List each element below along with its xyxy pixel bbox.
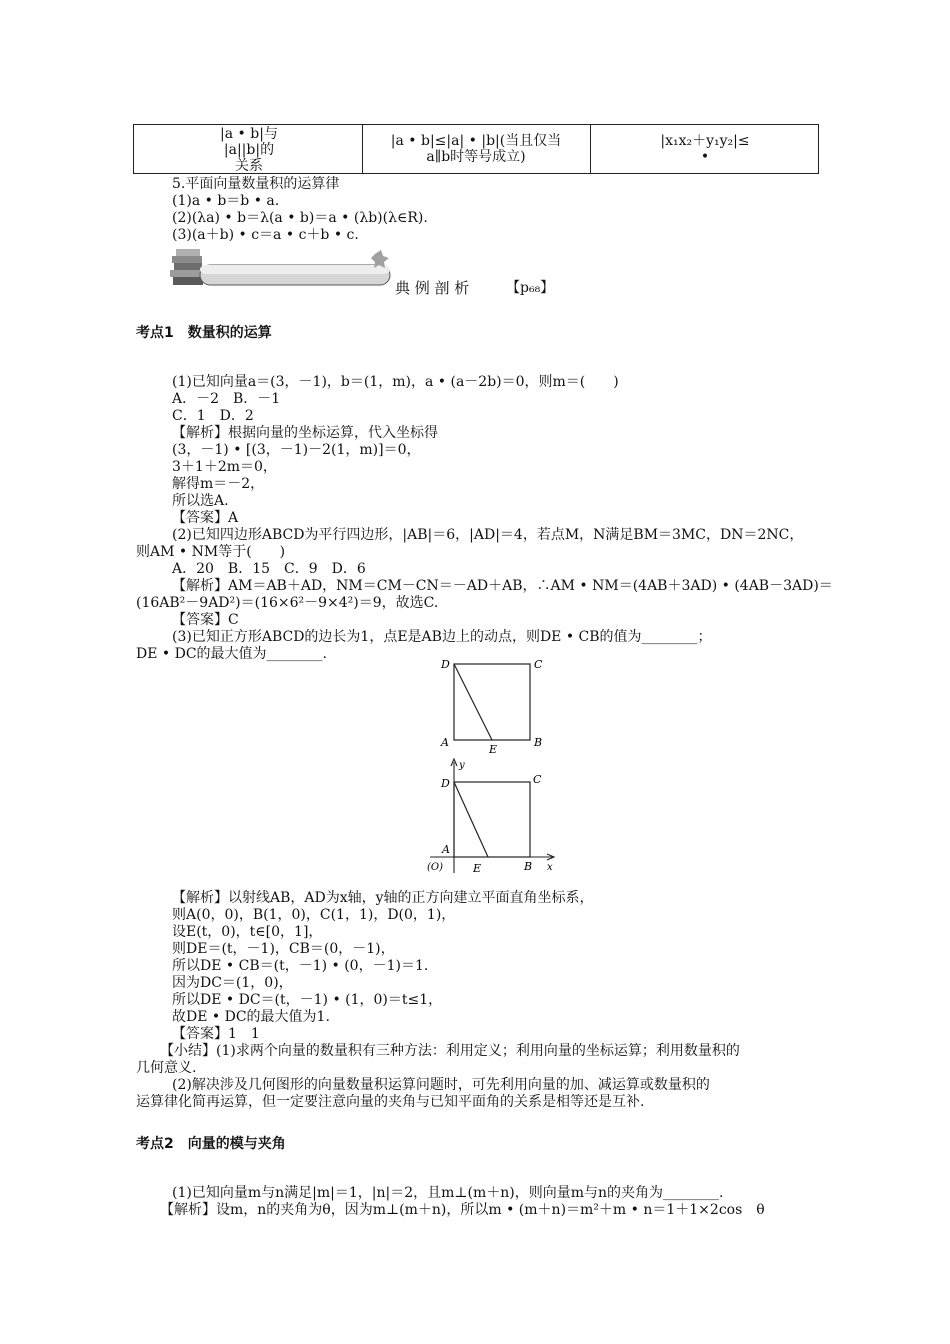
label-C: C <box>534 658 543 671</box>
table-divider <box>362 125 363 173</box>
table-cell-coordinate <box>594 133 816 165</box>
solution-line: 所以选A. <box>172 493 229 509</box>
axis-label-x: x <box>547 862 553 873</box>
solution-line: 因为DC＝(1，0)， <box>172 975 293 991</box>
section-heading-1: 考点1 数量积的运算 <box>136 325 272 341</box>
problem-2-question: (2)已知四边形ABCD为平行四边形，|AB|＝6，|AD|＝4，若点M，N满足BM＝3MC，DN＝2NC， <box>172 527 804 543</box>
label-B: B <box>534 736 543 749</box>
problem-question: (1)已知向量m与n满足|m|＝1，|n|＝2，且m⊥(m＋n)，则向量m与n的夹角为________. <box>172 1185 724 1201</box>
solution-line: 则DE＝(t，－1)，CB＝(0，－1)， <box>172 941 395 957</box>
problem-1-options: C．1 D．2 <box>172 408 254 424</box>
solution-line: 故DE • DC的最大值为1. <box>172 1009 330 1025</box>
solution-line: 【解析】AM＝AB＋AD，NM＝CM－CN＝－AD＋AB，∴AM • NM＝(4AB＋3AD) • (4AB－3AD)＝ <box>172 578 833 594</box>
summary-line: (2)解决涉及几何图形的向量数量积运算问题时，可先利用向量的加、减运算或数量积的 <box>172 1077 710 1093</box>
solution-line: 设E(t，0)，t∈[0，1]， <box>172 924 323 940</box>
label-E: E <box>473 862 482 875</box>
laws-title: 5.平面向量数量积的运算律 <box>172 176 340 192</box>
table-cell-relation <box>194 126 304 174</box>
summary-line: 运算律化简再运算，但一定要注意向量的夹角与已知平面角的关系是相等还是互补. <box>136 1094 645 1110</box>
property-table <box>133 124 819 174</box>
label-E: E <box>489 743 498 755</box>
table-text: • <box>700 149 710 165</box>
solution-line: 【解析】以射线AB，AD为x轴，y轴的正方向建立平面直角坐标系， <box>172 890 594 906</box>
problem-3-question: (3)已知正方形ABCD的边长为1，点E是AB边上的动点，则DE • CB的值为________； <box>172 629 712 645</box>
law-1: (1)a • b＝b • a. <box>172 193 280 209</box>
table-text: a∥b时等号成立) <box>426 149 526 165</box>
label-A: A <box>441 736 449 749</box>
law-2: (2)(λa) • b＝λ(a • b)＝a • (λb)(λ∈R). <box>172 210 428 226</box>
problem-3-question: DE • DC的最大值为________. <box>136 646 327 662</box>
solution-line: 【解析】设m，n的夹角为θ，因为m⊥(m＋n)，所以m • (m＋n)＝m²＋m • n＝1＋1×2cos θ <box>160 1202 765 1218</box>
solution-line: 解得m＝－2， <box>172 476 265 492</box>
problem-1-question: (1)已知向量a＝(3，－1)，b＝(1，m)，a • (a－2b)＝0，则m＝( ) <box>172 374 619 390</box>
coordinate-figure <box>425 757 560 882</box>
section-banner-graphic <box>170 240 400 292</box>
table-text: |a • b|与 <box>220 126 278 142</box>
table-text: |x₁x₂＋y₁y₂|≤ <box>660 133 750 149</box>
summary-line: 几何意义. <box>136 1060 197 1076</box>
solution-line: (16AB²－9AD²)＝(16×6²－9×4²)＝9，故选C. <box>136 595 439 611</box>
problem-1-options: A．－2 B．－1 <box>172 391 281 407</box>
section-heading-2: 考点2 向量的模与夹角 <box>136 1136 286 1152</box>
label-D: D <box>441 658 450 671</box>
answer-line: 【答案】1 1 <box>172 1026 260 1042</box>
problem-2-options: A．20 B．15 C．9 D．6 <box>172 561 366 577</box>
table-text: |a||b|的 <box>223 142 275 158</box>
table-divider <box>590 125 591 173</box>
law-3: (3)(a＋b) • c＝a • c＋b • c. <box>172 227 359 243</box>
table-text: |a • b|≤|a| • |b|(当且仅当 <box>390 133 562 149</box>
table-text: 关系 <box>235 158 263 174</box>
label-B: B <box>524 860 533 873</box>
summary-line: 【小结】(1)求两个向量的数量积有三种方法：利用定义；利用向量的坐标运算；利用数量积的 <box>160 1043 740 1059</box>
solution-line: 则A(0，0)，B(1，0)，C(1，1)，D(0，1)， <box>172 907 456 923</box>
label-A: A <box>442 843 450 856</box>
problem-2-question: 则AM • NM等于( ) <box>136 544 286 560</box>
answer-line: 【答案】A <box>172 510 239 526</box>
solution-line: (3，－1) • [(3，－1)－2(1，m)]＝0， <box>172 442 421 458</box>
solution-line: 3＋1＋2m＝0， <box>172 459 277 475</box>
axis-label-y: y <box>459 760 465 771</box>
page-reference: 【p₆₈】 <box>506 280 555 296</box>
table-cell-inequality <box>366 133 586 165</box>
label-C: C <box>533 773 542 786</box>
square-figure <box>435 655 550 755</box>
label-O: (O) <box>427 862 444 873</box>
solution-line: 所以DE • DC＝(t，－1) • (1，0)＝t≤1， <box>172 992 443 1008</box>
label-D: D <box>441 777 450 790</box>
solution-line: 所以DE • CB＝(t，－1) • (0，－1)＝1. <box>172 958 429 974</box>
banner-label: 典 例 剖 析 <box>395 279 470 297</box>
answer-line: 【答案】C <box>172 612 239 628</box>
solution-line: 【解析】根据向量的坐标运算，代入坐标得 <box>172 425 438 441</box>
